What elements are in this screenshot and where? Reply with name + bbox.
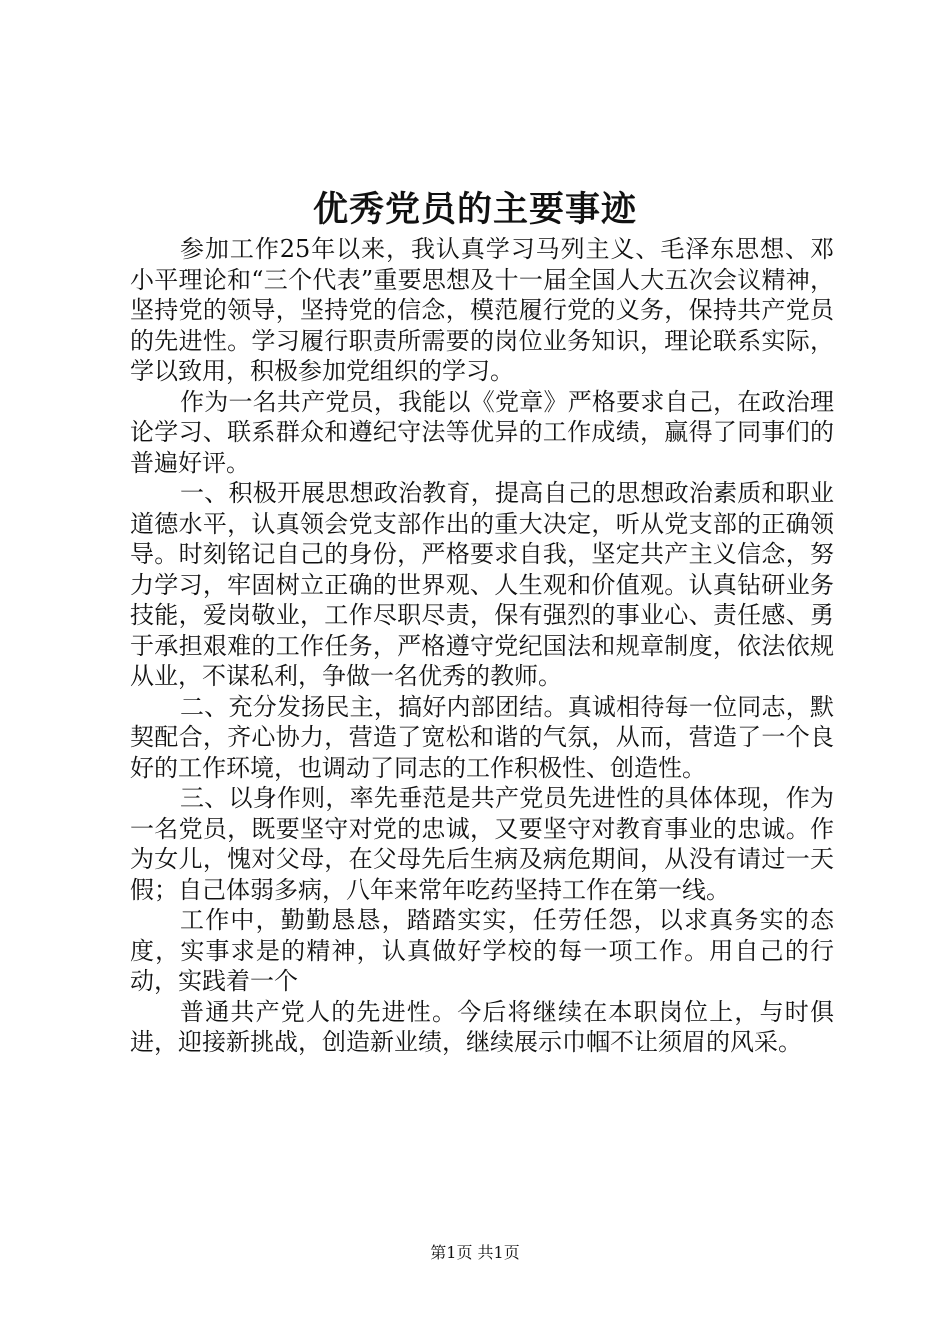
paragraph-7: 普通共产党人的先进性。今后将继续在本职岗位上，与时俱进，迎接新挑战，创造新业绩，继续展示巾帼不让须眉的风采。 <box>130 997 834 1056</box>
paragraph-5: 三、以身作则，率先垂范是共产党员先进性的具体体现，作为一名党员，既要坚守对党的忠诚，又要坚守对教育事业的忠诚。作为女儿，愧对父母，在父母先后生病及病危期间，从没有请过一天假；自己体弱多病，八年来常年吃药坚持工作在第一线。 <box>130 784 834 904</box>
paragraph-6: 工作中，勤勤恳恳，踏踏实实，任劳任怨，以求真务实的态度，实事求是的精神，认真做好学校的每一项工作。用自己的行动，实践着一个 <box>130 906 834 995</box>
document-title: 优秀党员的主要事迹 <box>312 189 637 230</box>
paragraph-3: 一、积极开展思想政治教育，提高自己的思想政治素质和职业道德水平，认真领会党支部作出的重大决定，听从党支部的正确领导。时刻铭记自己的身份，严格要求自我，坚定共产主义信念，努力学习，牢固树立正确的世界观、人生观和价值观。认真钻研业务技能，爱岗敬业，工作尽职尽责，保有强烈的事业心、责任感、勇于承担艰难的工作任务，严格遵守党纪国法和规章制度，依法依规从业，不谋私利，争做一名优秀的教师。 <box>130 479 834 690</box>
page-footer: 第1页 共1页 <box>430 1243 520 1262</box>
paragraph-2: 作为一名共产党员，我能以《党章》严格要求自己，在政治理论学习、联系群众和遵纪守法等优异的工作成绩，赢得了同事们的普遍好评。 <box>130 387 834 477</box>
document-body <box>130 234 834 1058</box>
paragraph-4: 二、充分发扬民主，搞好内部团结。真诚相待每一位同志，默契配合，齐心协力，营造了宽松和谐的气氛，从而，营造了一个良好的工作环境，也调动了同志的工作积极性、创造性。 <box>130 692 834 782</box>
paragraph-1: 参加工作25年以来，我认真学习马列主义、毛泽东思想、邓小平理论和“三个代表”重要思想及十一届全国人大五次会议精神，坚持党的领导，坚持党的信念，模范履行党的义务，保持共产党员的先进性。学习履行职责所需要的岗位业务知识，理论联系实际，学以致用，积极参加党组织的学习。 <box>130 235 834 385</box>
